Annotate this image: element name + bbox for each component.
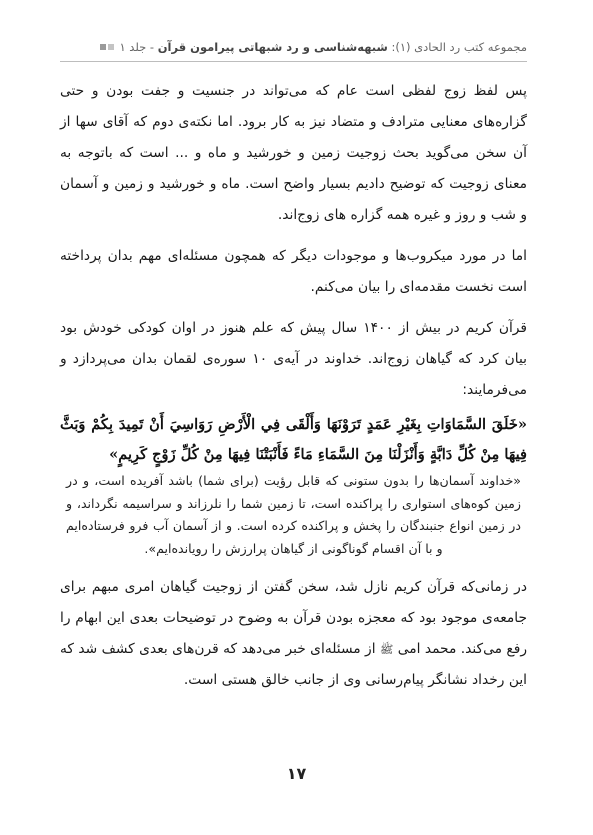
paragraph-4-part-1: در زمانی‌که قرآن کریم نازل شد، سخن گفتن از زوجیت گیاهان امری مبهم برای جامعه‌ی موجود بود که معجزه بودن قرآن به وضوح در توضیحات بعدی این ابهام را رفع می‌کند. محمد امی [60, 579, 528, 657]
header-divider [60, 61, 527, 62]
paragraph-4 [60, 572, 527, 696]
header-ornament-icon [100, 44, 114, 50]
paragraph-2: اما در مورد میکروب‌ها و موجودات دیگر که همچون مسئله‌ای مهم بدان پرداخته است نخست مقدمه‌ای را بیان می‌کنم. [60, 248, 527, 295]
page-body [60, 76, 527, 696]
paragraph-3: قرآن کریم در بیش از ۱۴۰۰ سال پیش که علم هنوز در اوان کودکی خودش بود بیان کرد که گیاهان زوج‌اند. خداوند در آیه‌ی ۱۰ سوره‌ی لقمان بدان می‌پردازد و می‌فرمایند: [60, 320, 528, 398]
header-series: مجموعه کتب رد الحادی (۱): [391, 40, 527, 54]
quran-verse: «خَلَقَ السَّمَاوَاتِ بِغَيْرِ عَمَدٍ تَرَوْنَهَا وَأَلْقَى فِي الْأَرْضِ رَوَاسِيَ أَنْ تَمِيدَ بِكُمْ وَبَثَّ فِيهَا مِنْ كُلِّ دَابَّةٍ وَأَنْزَلْنَا مِنَ السَّمَاءِ مَاءً فَأَنْبَتْنَا فِيهَا مِنْ كُلِّ زَوْجٍ كَرِيمٍ» [60, 416, 527, 463]
paragraph-4-part-2: از مسئله‌ای خبر می‌دهد که قرن‌های بعدی کشف شد که این رخداد نشانگر پیام‌رسانی وی از جانب خالق هستی است. [60, 641, 527, 688]
running-header [60, 38, 527, 56]
header-book-title: شبهه‌شناسی و رد شبهاتی پیرامون قرآن [157, 40, 388, 54]
page-number: ۱۷ [286, 764, 307, 783]
honorific-symbol: ﷺ [379, 643, 394, 656]
paragraph-1: پس لفظ زوج لفظی است عام که می‌تواند در جنسیت و جفت بودن و حتی گزاره‌های معنایی مترادف و متضاد نیز به کار برود. اما نکته‌ی دوم که آقای سها از آن سخن می‌گوید بحث زوجیت زمین و خورشید و ماه و ... است که باتوجه به معنای زوجیت که توضیح دادیم بسیار واضح است. ماه و خورشید و زمین و آسمان و شب و روز و غیره همه گزاره های زوج‌اند. [60, 83, 527, 223]
verse-translation: «خداوند آسمان‌ها را بدون ستونی که قابل رؤیت (برای شما) باشد آفریده است، و در زمین کوه‌های استواری را پراکنده است، تا زمین شما را نلرزاند و سراسیمه نگرداند، و در زمین انواع جنبندگان را پخش و پراکنده کرده است. و از آسمان آب فرو فرستاده‌ایم و با آن اقسام گوناگونی از گیاهان پرارزش را رویانده‌ایم». [66, 473, 521, 556]
header-volume: - جلد ۱ [119, 40, 155, 54]
